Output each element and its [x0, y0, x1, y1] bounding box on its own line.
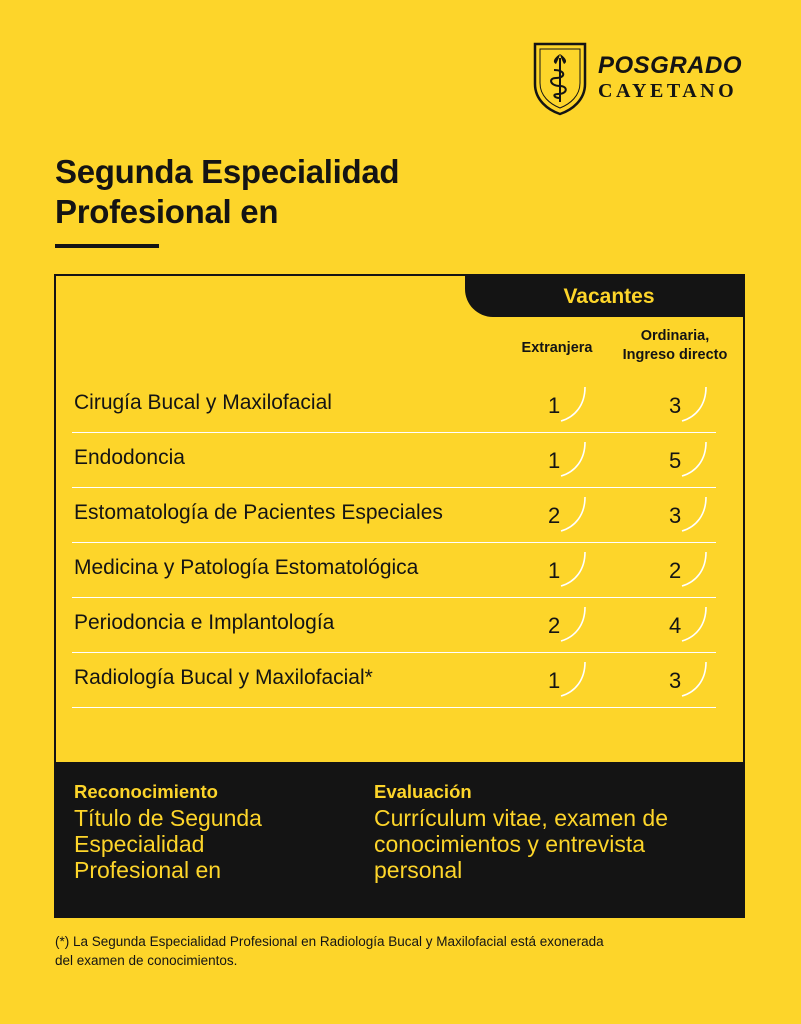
specialty-name: Radiología Bucal y Maxilofacial* — [74, 666, 373, 689]
footnote-line2: del examen de conocimientos. — [55, 953, 238, 968]
decorative-curve-icon — [558, 605, 588, 643]
brand-name-top: POSGRADO — [598, 52, 743, 79]
column-header-ordinaria-line2: Ingreso directo — [622, 347, 728, 363]
decorative-curve-icon — [679, 385, 709, 423]
decorative-curve-icon — [558, 660, 588, 698]
evaluacion-line3: personal — [374, 857, 463, 883]
specialty-name: Periodoncia e Implantología — [74, 611, 335, 634]
vacancies-ordinaria-value: 3 — [669, 668, 682, 693]
vacancy-card — [54, 274, 745, 918]
specialty-name: Cirugía Bucal y Maxilofacial — [74, 391, 332, 414]
evaluacion-line2: conocimientos y entrevista — [374, 831, 646, 857]
vacancies-extranjera-value: 1 — [548, 668, 561, 693]
vacancies-extranjera-value: 1 — [548, 393, 561, 418]
decorative-curve-icon — [679, 440, 709, 478]
evaluacion-heading: Evaluación — [374, 781, 472, 802]
reconocimiento-text — [74, 805, 354, 883]
reconocimiento-heading: Reconocimiento — [74, 781, 218, 802]
brand-logo — [532, 40, 742, 116]
specialty-name: Endodoncia — [74, 446, 185, 469]
table-row — [72, 651, 716, 708]
vacancies-ordinaria-value: 5 — [669, 448, 682, 473]
page-title-line2: Profesional en — [55, 193, 279, 230]
vacancies-extranjera-value: 2 — [548, 503, 561, 528]
reconocimiento-line2: Especialidad — [74, 831, 205, 857]
decorative-curve-icon — [558, 440, 588, 478]
title-underline — [55, 244, 159, 248]
reconocimiento-line1: Título de Segunda — [74, 805, 262, 831]
column-header-ordinaria — [605, 327, 745, 365]
evaluacion-text — [374, 805, 734, 883]
decorative-curve-icon — [558, 550, 588, 588]
vacancies-extranjera-value: 2 — [548, 613, 561, 638]
page-title — [55, 152, 555, 232]
evaluacion-section — [374, 780, 734, 883]
decorative-curve-icon — [558, 495, 588, 533]
decorative-curve-icon — [679, 605, 709, 643]
reconocimiento-section — [74, 780, 354, 883]
vacancies-ordinaria-value: 4 — [669, 613, 682, 638]
table-row — [72, 486, 716, 543]
brand-name-bottom: CAYETANO — [598, 80, 738, 102]
decorative-curve-icon — [679, 495, 709, 533]
shield-caduceus-icon — [532, 40, 588, 116]
footnote — [55, 932, 755, 970]
footnote-line1: (*) La Segunda Especialidad Profesional en Radiología Bucal y Maxilofacial está exonerada — [55, 934, 604, 949]
column-header-extranjera: Extranjera — [521, 340, 593, 356]
column-header-ordinaria-line1: Ordinaria, — [640, 328, 710, 344]
vacancies-extranjera-value: 1 — [548, 448, 561, 473]
decorative-curve-icon — [679, 660, 709, 698]
vacancies-extranjera-value: 1 — [548, 558, 561, 583]
vacancies-ordinaria-value: 3 — [669, 393, 682, 418]
specialty-name: Estomatología de Pacientes Especiales — [74, 501, 443, 524]
vacancies-ordinaria-value: 3 — [669, 503, 682, 528]
table-row — [72, 431, 716, 488]
table-row — [72, 541, 716, 598]
table-row — [72, 596, 716, 653]
table-row — [72, 376, 716, 433]
page-title-line1: Segunda Especialidad — [55, 153, 400, 190]
vacancies-ordinaria-value: 2 — [669, 558, 682, 583]
reconocimiento-line3: Profesional en — [74, 857, 222, 883]
vacantes-header: Vacantes — [465, 276, 743, 317]
specialty-name: Medicina y Patología Estomatológica — [74, 556, 419, 579]
evaluacion-line1: Currículum vitae, examen de — [374, 805, 669, 831]
decorative-curve-icon — [679, 550, 709, 588]
footer-info-box — [56, 762, 743, 916]
decorative-curve-icon — [558, 385, 588, 423]
